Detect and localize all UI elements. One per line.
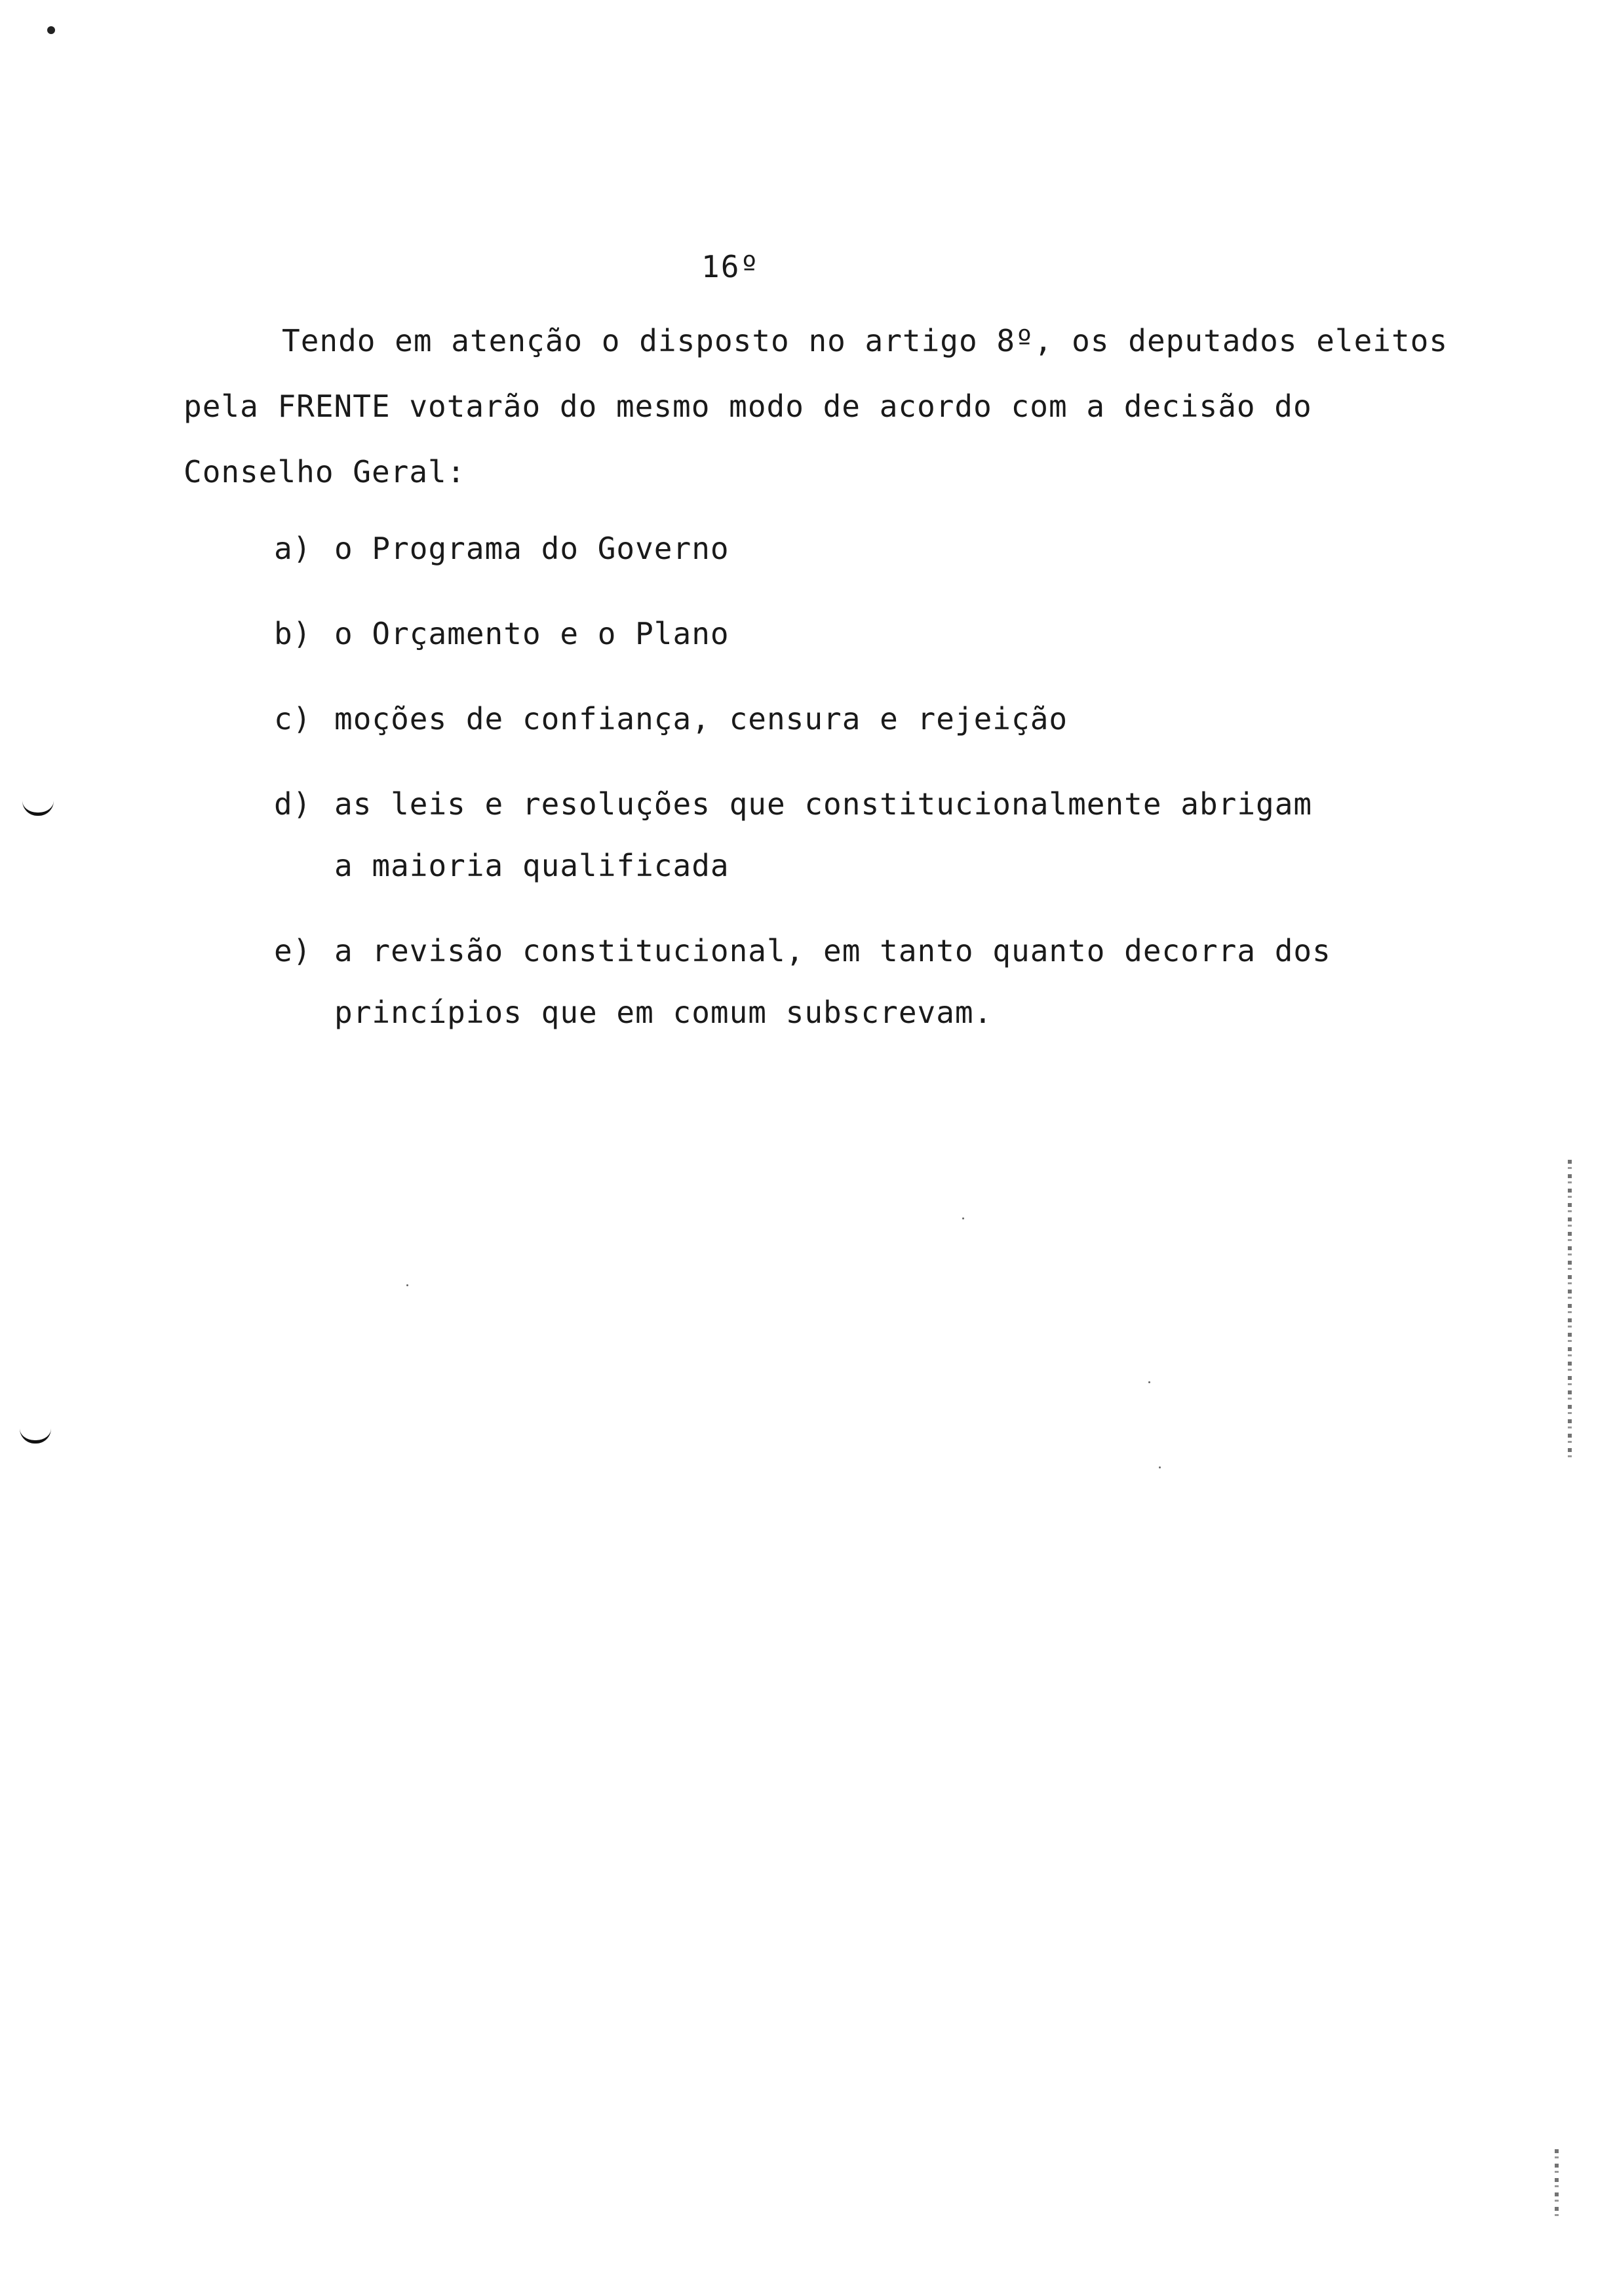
list-item-text: moções de confiança, censura e rejeição [334, 701, 1068, 737]
list-item-text-continuation: princípios que em comum subscrevam. [334, 995, 993, 1030]
binding-mark-lower [20, 1428, 51, 1444]
paragraph-line: Tendo em atenção o disposto no artigo 8º, os deputados eleitos [282, 323, 1449, 358]
list-item [274, 920, 1454, 1043]
list-item-text: o Orçamento e o Plano [334, 616, 730, 651]
scan-edge-noise-lower [1555, 2149, 1559, 2221]
list-item-text: a revisão constitucional, em tanto quanto decorra dos [334, 933, 1331, 968]
list-item [274, 603, 1454, 664]
scan-speck [1148, 1381, 1150, 1383]
list-item-marker: b) [274, 616, 312, 651]
paragraph-line: pela FRENTE votarão do mesmo modo de acordo com a decisão do [184, 389, 1312, 424]
paragraph-line: Conselho Geral: [184, 454, 466, 489]
scan-edge-noise-upper [1568, 1160, 1572, 1461]
list-item-marker: e) [274, 933, 312, 968]
list-item-marker: d) [274, 786, 312, 822]
list-item [274, 773, 1454, 896]
list-item-marker: c) [274, 701, 312, 737]
binding-mark-upper [22, 801, 54, 816]
list-item-text: o Programa do Governo [334, 531, 730, 566]
enumerated-list [274, 518, 1454, 1067]
list-item-text: as leis e resoluções que constitucionalmente abrigam [334, 786, 1313, 822]
list-item [274, 688, 1454, 750]
scan-speck [1159, 1466, 1161, 1468]
page-number: 16º [701, 249, 760, 284]
list-item-text-continuation: a maioria qualificada [334, 848, 730, 883]
intro-paragraph [184, 308, 1527, 505]
scan-speck [406, 1284, 408, 1286]
list-item [274, 518, 1454, 579]
list-item-marker: a) [274, 531, 312, 566]
scan-speck [962, 1217, 964, 1219]
punch-dot-mark [47, 26, 55, 34]
